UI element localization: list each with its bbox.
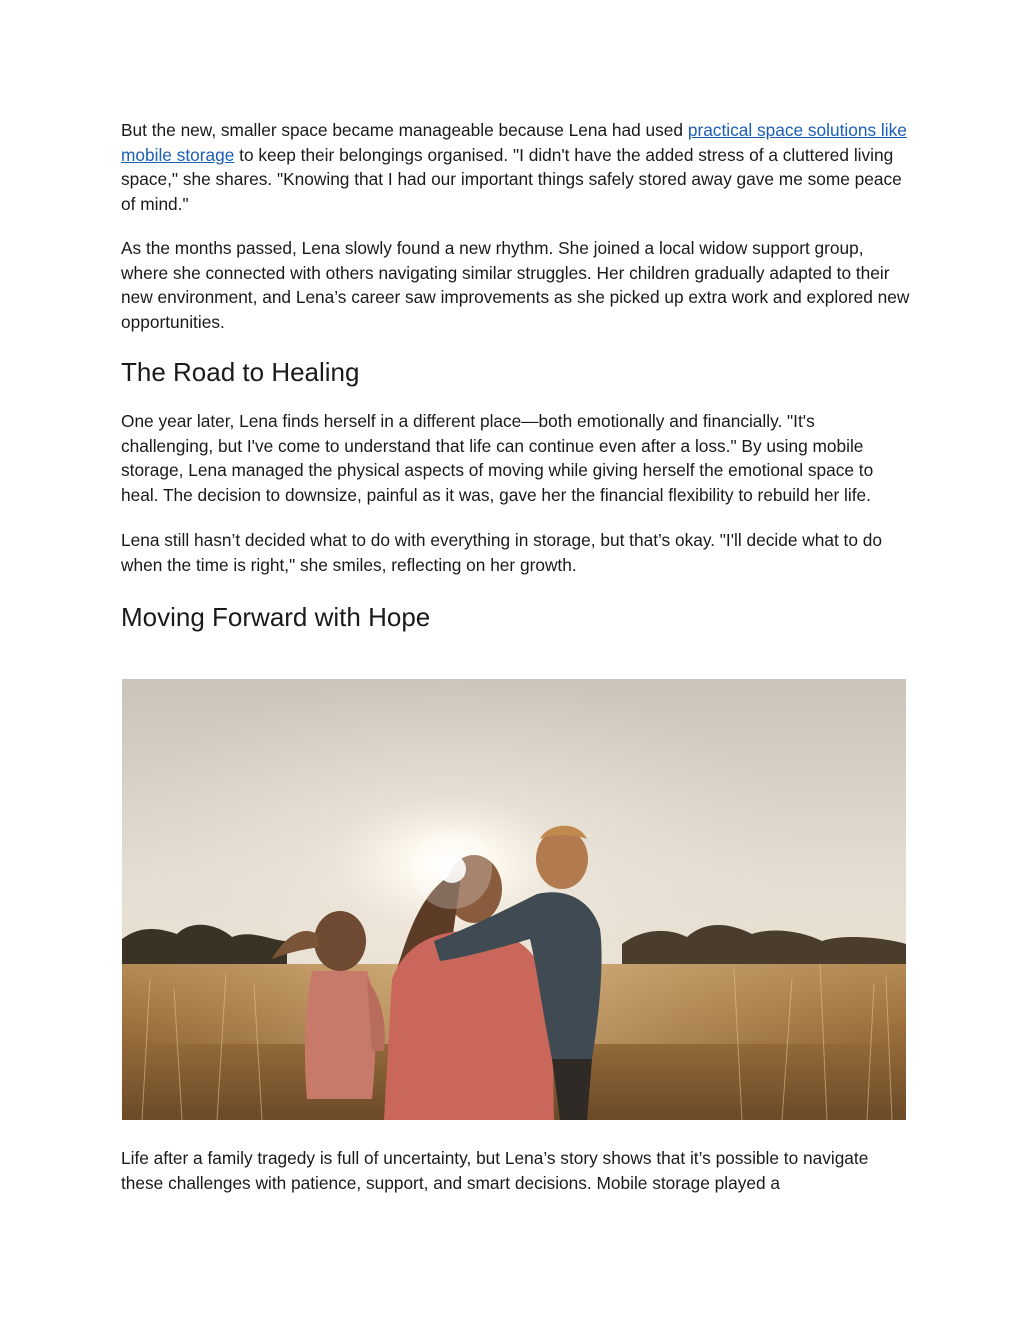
heading-moving-forward: Moving Forward with Hope [121,602,431,632]
heading-road-to-healing: The Road to Healing [121,357,360,387]
practical-space-solutions-link[interactable]: practical space solutions like mobile storage [121,120,907,165]
paragraph-closing: Life after a family tragedy is full of uncertainty, but Lena’s story shows that it’s possible to navigate these challenges with patience, support, and smart decisions. Mobile storage played a [121,1148,869,1193]
paragraph-text-before-link: But the new, smaller space became manageable because Lena had used [121,120,688,140]
paragraph-downsizing [121,118,911,216]
paragraph-new-rhythm: As the months passed, Lena slowly found a new rhythm. She joined a local widow support group, where she connected with others navigating similar struggles. Her children gradually adapted to their new environment, and Lena’s career saw improvements as she picked up extra work and explored new opportunities. [121,238,910,332]
paragraph-storage-decision: Lena still hasn’t decided what to do with everything in storage, but that’s okay. "I'll decide what to do when the time is right," she smiles, reflecting on her growth. [121,530,882,575]
paragraph-one-year-later: One year later, Lena finds herself in a different place—both emotionally and financially. "It's challenging, but I've come to understand that life can continue even after a loss." By using mobile storage, Lena managed the physical aspects of moving while giving herself the emotional space to heal. The decision to downsize, painful as it was, gave her the financial flexibility to rebuild her life. [121,411,874,505]
family-field-photo [122,679,906,1120]
paragraph-text-after-link: to keep their belongings organised. "I didn't have the added stress of a cluttered living space," she shares. "Knowing that I had our important things safely stored away gave me some peace of mind." [121,144,902,214]
closing-paragraph-container [121,1146,911,1195]
document-body [121,118,911,657]
